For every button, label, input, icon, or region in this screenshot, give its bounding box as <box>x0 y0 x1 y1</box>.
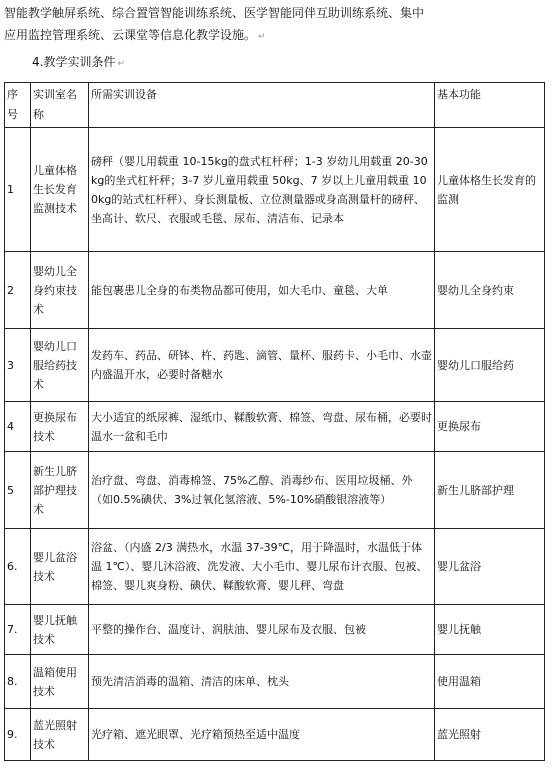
row-no: 4 <box>5 402 31 452</box>
table-row <box>5 402 545 452</box>
header-room-name: 实训室名称 <box>31 83 89 128</box>
intro-paragraph <box>4 2 544 48</box>
row-no: 5 <box>5 452 31 529</box>
table-row <box>5 605 545 655</box>
row-equipment: 能包裹患儿全身的布类物品都可使用，如大毛巾、童毯、大单 <box>89 252 435 329</box>
row-equipment: 浴盆、（内盛 2/3 满热水，水温 37-39℃，用于降温时，水温低于体温 1℃）、婴儿沐浴液、洗发液、大小毛巾、婴儿尿布计衣服、包被、棉签、婴儿爽身粉、碘伏、鞣酸软膏、婴儿秤、弯盘 <box>89 529 435 605</box>
row-no: 9. <box>5 709 31 761</box>
row-equipment: 发药车、药品、研钵、杵、药匙、滴管、量杯、服药卡、小毛巾、水壶内盛温开水，必要时备糖水 <box>89 329 435 402</box>
header-equipment: 所需实训设备 <box>89 83 435 128</box>
row-function: 婴儿盆浴 <box>435 529 545 605</box>
row-function: 婴儿抚触 <box>435 605 545 655</box>
table-header-row <box>5 83 545 128</box>
equipment-table <box>4 82 545 761</box>
row-name: 更换尿布技术 <box>31 402 89 452</box>
row-no: 2 <box>5 252 31 329</box>
intro-line-2 <box>4 24 544 48</box>
table-row <box>5 252 545 329</box>
table-row <box>5 452 545 529</box>
row-name: 温箱使用技术 <box>31 655 89 709</box>
row-name: 婴儿抚触技术 <box>31 605 89 655</box>
row-function: 婴幼儿口服给药 <box>435 329 545 402</box>
row-no: 6. <box>5 529 31 605</box>
row-no: 1 <box>5 128 31 252</box>
row-equipment: 磅秤（婴儿用载重 10-15kg的盘式杠杆秤；1-3 岁幼儿用载重 20-30kg的坐式杠杆秤；3-7 岁儿童用载重 50kg、7 岁以上儿童用载重 100kg的站式杠杆秤）、身长测量板、立位测量器或身高测量杆的磅秤、坐高计、软尺、衣服或毛毯、尿布、清洁布、记录本 <box>89 128 435 252</box>
header-function: 基本功能 <box>435 83 545 128</box>
header-no: 序号 <box>5 83 31 128</box>
row-function: 新生儿脐部护理 <box>435 452 545 529</box>
table-row <box>5 329 545 402</box>
row-no: 8. <box>5 655 31 709</box>
row-name: 儿童体格生长发育监测技术 <box>31 128 89 252</box>
row-equipment: 光疗箱、遮光眼罩、光疗箱预热至适中温度 <box>89 709 435 761</box>
table-row <box>5 709 545 761</box>
row-no: 3 <box>5 329 31 402</box>
section-heading-text: 4.教学实训条件 <box>32 55 116 69</box>
intro-line-2-text: 应用监控管理系统、云课堂等信息化教学设施。 <box>4 28 257 42</box>
row-name: 婴幼儿全身约束技术 <box>31 252 89 329</box>
row-equipment: 平整的操作台、温度计、润肤油、婴儿尿布及衣服、包被 <box>89 605 435 655</box>
row-function: 更换尿布 <box>435 402 545 452</box>
row-equipment: 大小适宜的纸尿裤、湿纸巾、鞣酸软膏、棉签、弯盘、尿布桶，必要时温水一盆和毛巾 <box>89 402 435 452</box>
paragraph-mark-icon: ↵ <box>258 32 266 42</box>
row-equipment: 治疗盘、弯盘、消毒棉签、75%乙醇、消毒纱布、医用垃圾桶、外（如0.5%碘伏、3%过氧化氢溶液、5%-10%硝酸银溶液等） <box>89 452 435 529</box>
table-row <box>5 529 545 605</box>
table-row <box>5 655 545 709</box>
row-function: 使用温箱 <box>435 655 545 709</box>
row-name: 新生儿脐部护理技术 <box>31 452 89 529</box>
row-name: 婴儿盆浴技术 <box>31 529 89 605</box>
table-row <box>5 128 545 252</box>
row-name: 婴幼儿口服给药技术 <box>31 329 89 402</box>
intro-line-1: 智能教学触屏系统、综合置管智能训练系统、医学智能同伴互助训练系统、集中 <box>4 6 425 20</box>
row-name: 蓝光照射技术 <box>31 709 89 761</box>
row-function: 儿童体格生长发育的监测 <box>435 128 545 252</box>
row-function: 婴幼儿全身约束 <box>435 252 545 329</box>
row-no: 7. <box>5 605 31 655</box>
paragraph-mark-icon: ↵ <box>117 59 125 69</box>
section-heading <box>32 52 125 74</box>
row-function: 蓝光照射 <box>435 709 545 761</box>
row-equipment: 预先清洁消毒的温箱、清洁的床单、枕头 <box>89 655 435 709</box>
